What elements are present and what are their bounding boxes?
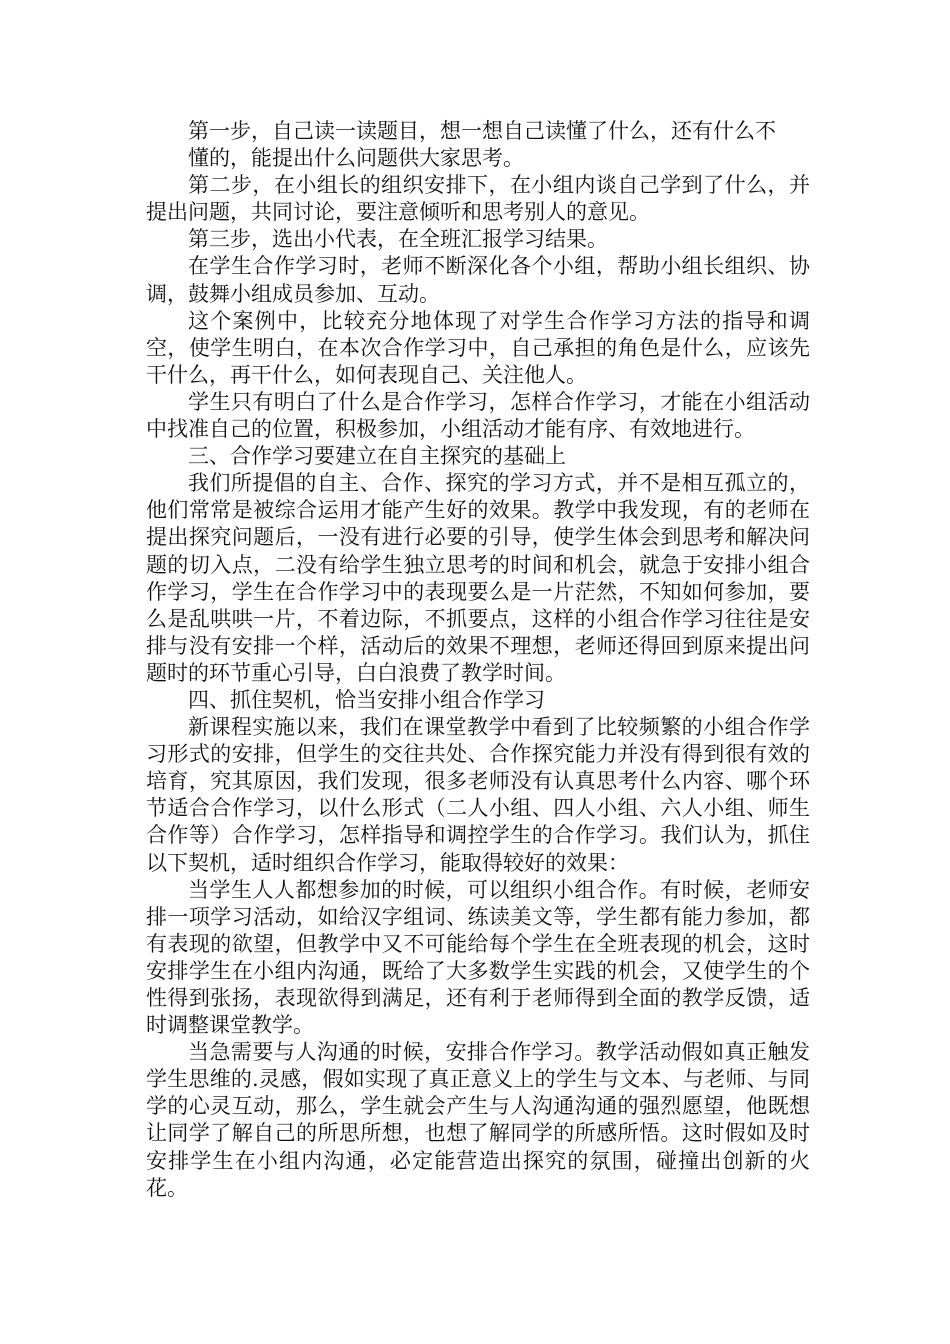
paragraph-step-three: 第三步，选出小代表，在全班汇报学习结果。 xyxy=(188,227,608,252)
step-one-line-1: 第一步，自己读一读题目，想一想自己读懂了什么，还有什么不 xyxy=(188,119,776,143)
paragraph-teacher-role: 在学生合作学习时，老师不断深化各个小组，帮助小组长组织、协调，鼓舞小组成员参加、互动。 xyxy=(146,254,810,306)
paragraph-case-analysis: 这个案例中，比较充分地体现了对学生合作学习方法的指导和调空，使学生明白，在本次合作学习中，自己承担的角色是什么，应该先干什么，再干什么，如何表现自己、关注他人。 xyxy=(146,308,810,387)
paragraph-section-three: 我们所提倡的自主、合作、探究的学习方式，并不是相互孤立的，他们常常是被综合运用才能产生好的效果。教学中我发现，有的老师在提出探究问题后，一没有进行必要的引导，使学生体会到思考和解决问题的切入点，二没有给学生独立思考的时间和机会，就急于安排小组合作学习，学生在合作学习中的表现要么是一片茫然，不知如何参加，要么是乱哄哄一片，不着边际，不抓要点，这样的小组合作学习往往是安排与没有安排一个样，活动后的效果不理想，老师还得回到原来提出问题时的环节重心引导，白白浪费了教学时间。 xyxy=(146,471,810,685)
paragraph-need-communication: 当急需要与人沟通的时候，安排合作学习。教学活动假如真正触发学生思维的.灵感，假如实现了真正意义上的学生与文本、与老师、与同学的心灵互动，那么，学生就会产生与人沟通沟通的强烈愿望，他既想让同学了解自己的所思所想，也想了解同学的所感所悟。这时假如及时安排学生在小组内沟通，必定能营造出探究的氛围，碰撞出创新的火花。 xyxy=(146,1040,810,1200)
paragraph-section-four: 新课程实施以来，我们在课堂教学中看到了比较频繁的小组合作学习形式的安排，但学生的交往共处、合作探究能力并没有得到很有效的培育，究其原因，我们发现，很多老师没有认真思考什么内容、哪个环节适合合作学习，以什么形式（二人小组、四人小组、六人小组、师生合作等）合作学习，怎样指导和调控学生的合作学习。我们认为，抓住以下契机，适时组织合作学习，能取得较好的效果： xyxy=(146,715,810,875)
paragraph-step-one xyxy=(146,118,810,172)
section-heading-four: 四、抓住契机，恰当安排小组合作学习 xyxy=(188,687,545,712)
paragraph-student-understanding: 学生只有明白了什么是合作学习，怎样合作学习，才能在小组活动中找准自己的位置，积极参加，小组活动才能有序、有效地进行。 xyxy=(146,389,810,442)
paragraph-step-two: 第二步，在小组长的组织安排下，在小组内谈自己学到了什么，并提出问题，共同讨论，要注意倾听和思考别人的意见。 xyxy=(146,173,810,225)
paragraph-everyone-participates: 当学生人人都想参加的时候，可以组织小组合作。有时候，老师安排一项学习活动，如给汉字组词、练读美文等，学生都有能力参加，都有表现的欲望，但教学中又不可能给每个学生在全班表现的机会，这时安排学生在小组内沟通，既给了大多数学生实践的机会，又使学生的个性得到张扬，表现欲得到满足，还有利于老师得到全面的教学反馈，适时调整课堂教学。 xyxy=(146,877,810,1038)
document-page xyxy=(146,118,810,1202)
section-heading-three: 三、合作学习要建立在自主探究的基础上 xyxy=(188,444,566,469)
step-one-line-2: 懂的，能提出什么问题供大家思考。 xyxy=(188,146,524,171)
